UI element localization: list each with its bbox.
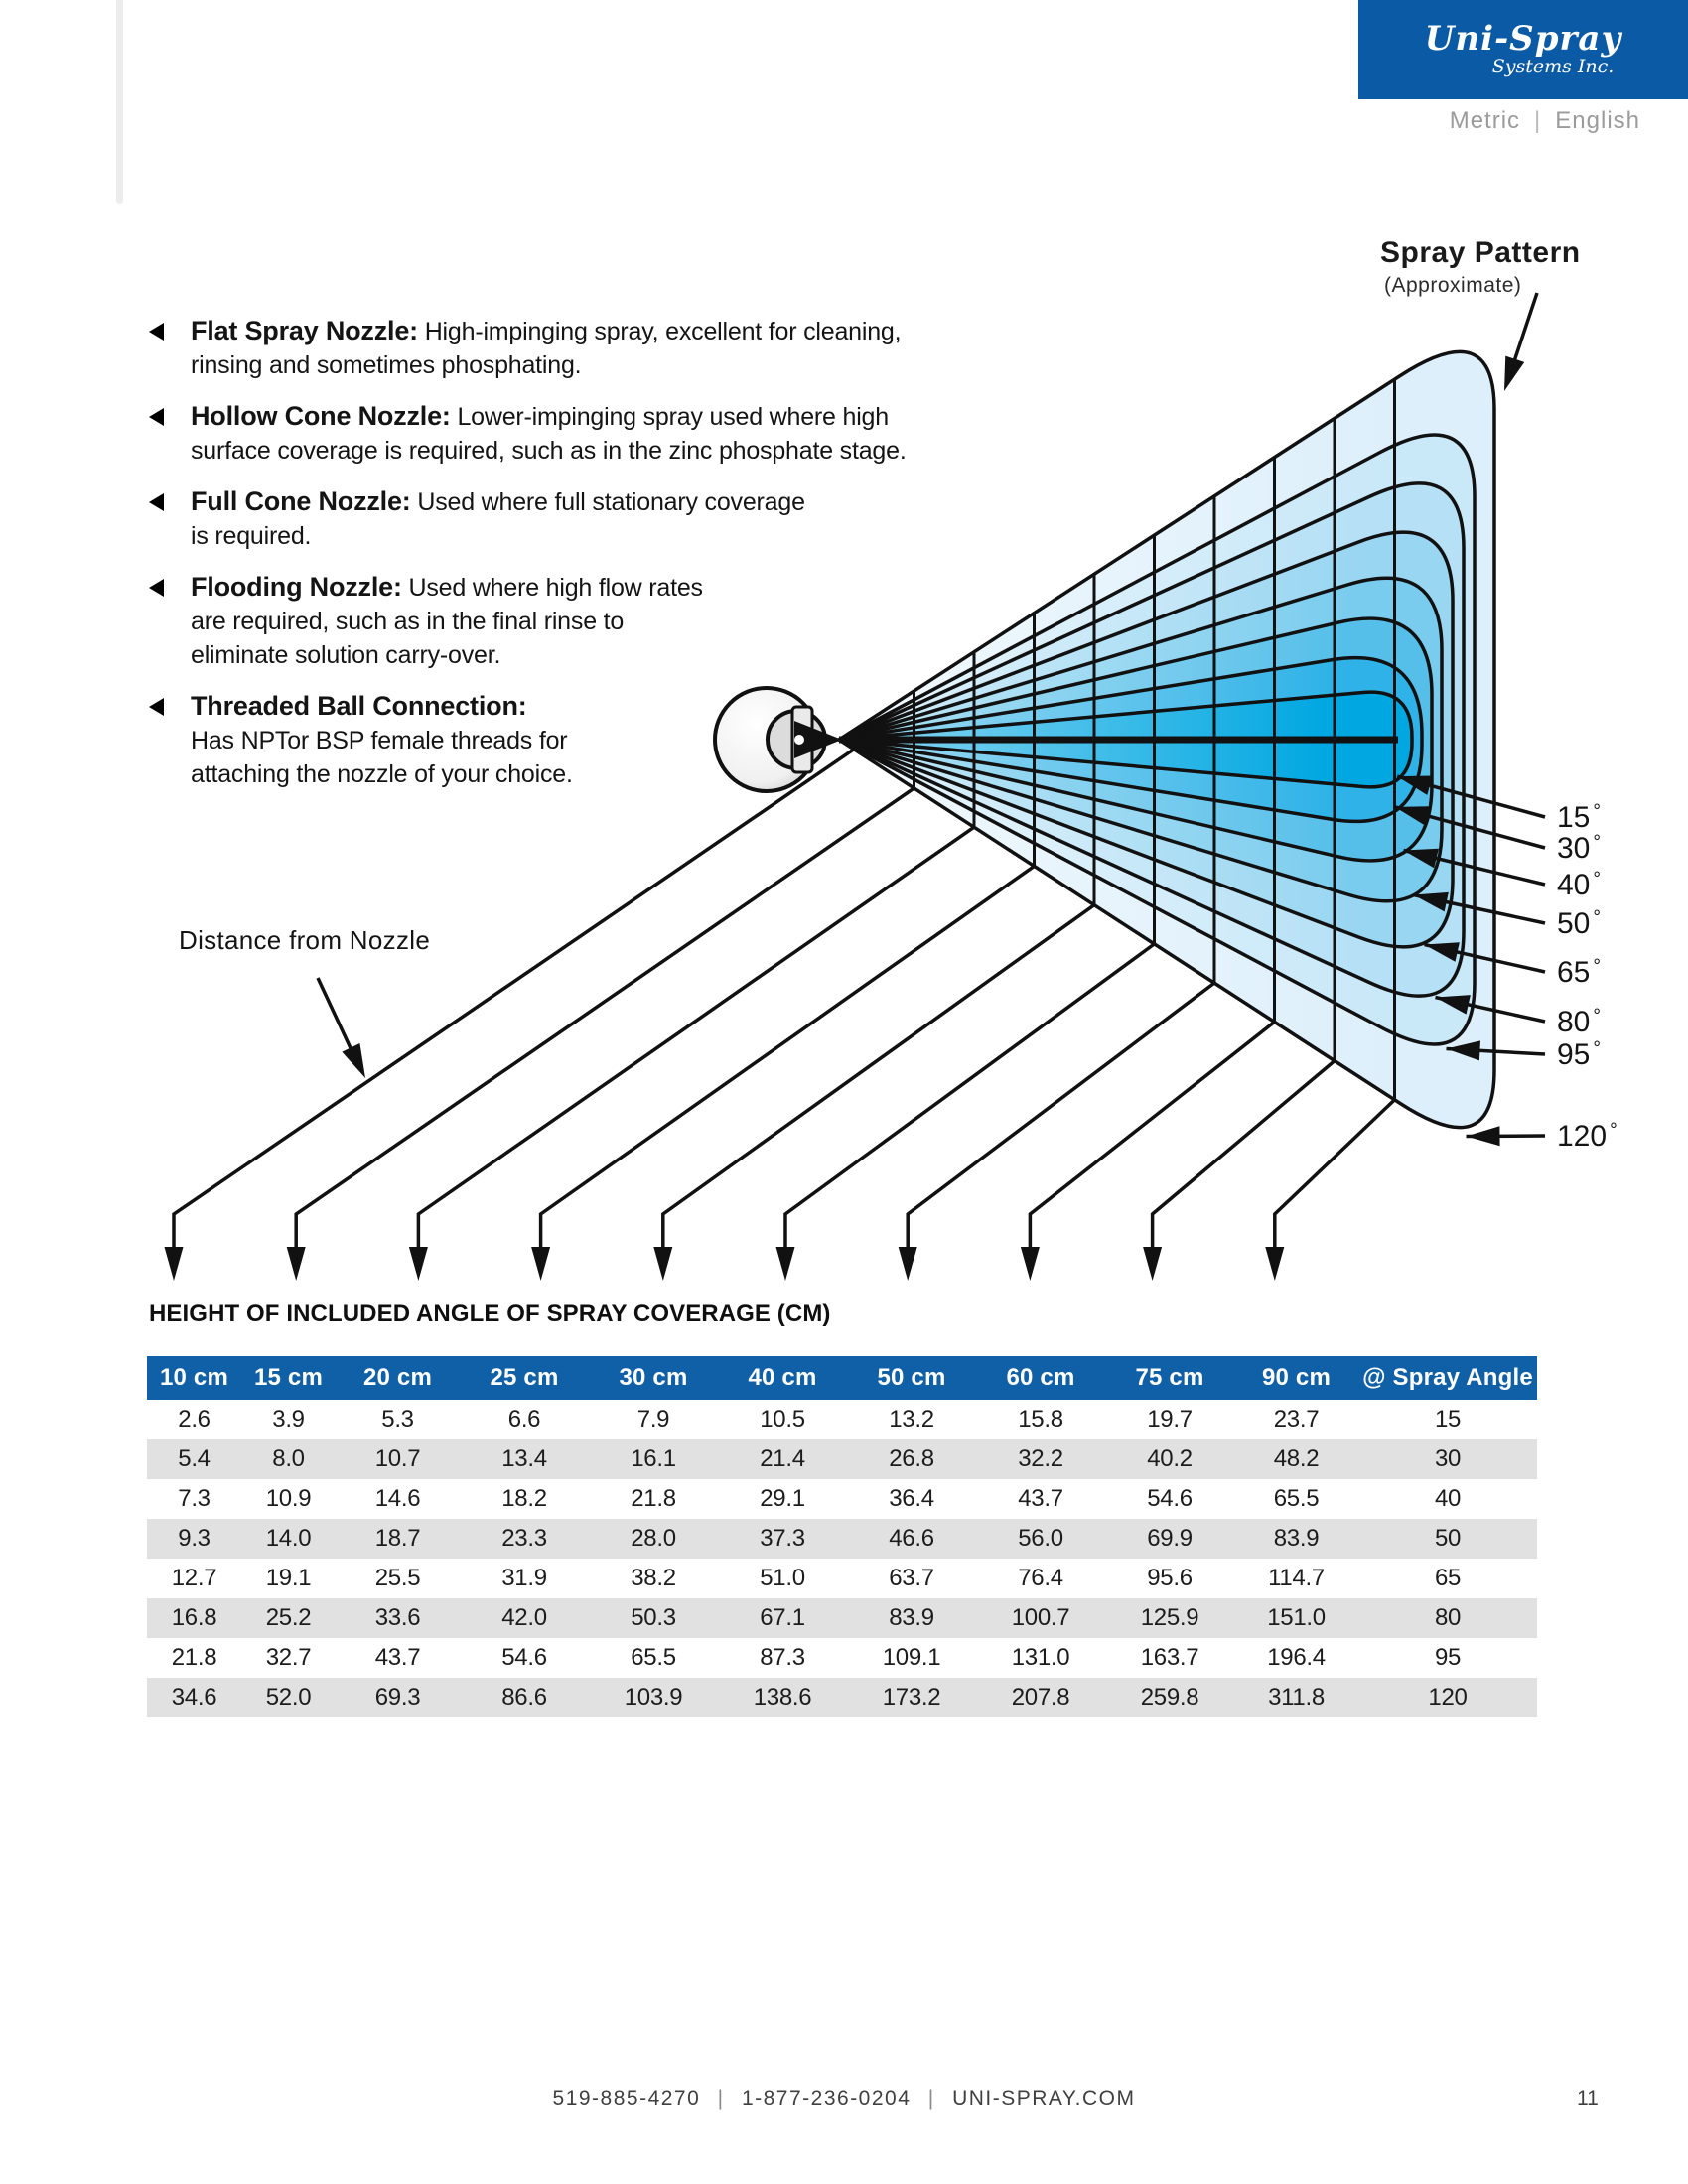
table-col-header: 90 cm (1234, 1356, 1358, 1400)
table-cell: 109.1 (882, 1644, 941, 1671)
table-row (147, 1519, 1537, 1559)
distance-arrowhead (1021, 1247, 1040, 1281)
table-row (147, 1400, 1537, 1439)
distance-pointer-arrowhead (342, 1043, 365, 1078)
table-cell: 95 (1434, 1644, 1462, 1671)
table-cell: 13.4 (460, 1439, 589, 1479)
distance-arrowhead (653, 1247, 672, 1281)
table-cell: 32.2 (976, 1439, 1105, 1479)
table-cell: 52.0 (241, 1678, 336, 1717)
distance-line (908, 983, 1214, 1249)
table-cell: 67.1 (718, 1598, 847, 1638)
distance-line (663, 905, 1094, 1249)
table-cell: 43.7 (374, 1644, 421, 1671)
bullet-title: Flat Spray Nozzle: (191, 316, 418, 345)
table-cell: 6.6 (507, 1406, 541, 1433)
spray-pattern-subtitle: (Approximate) (1384, 274, 1522, 297)
angle-label-95: 95 ° (1557, 1038, 1601, 1071)
table-cell: 37.3 (718, 1519, 847, 1559)
table-cell: 103.9 (589, 1678, 718, 1717)
table-cell: 40.2 (1105, 1439, 1234, 1479)
table-cell: 54.6 (1147, 1485, 1193, 1512)
table-row (147, 1439, 1537, 1479)
table-cell: 76.4 (1018, 1565, 1063, 1591)
table-cell: 48.2 (1234, 1439, 1358, 1479)
table-cell: 163.7 (1140, 1644, 1199, 1671)
unit-toggle-separator: | (1534, 107, 1542, 134)
table-cell: 138.6 (718, 1678, 847, 1717)
table-row (147, 1598, 1537, 1638)
table-cell: 38.2 (631, 1565, 676, 1591)
table-cell: 65.5 (631, 1644, 676, 1671)
footer-separator: | (927, 2087, 935, 2110)
table-cell: 19.1 (265, 1565, 312, 1591)
distance-from-nozzle-label: Distance from Nozzle (179, 925, 431, 955)
distance-line (541, 866, 1035, 1249)
table-cell: 114.7 (1268, 1565, 1325, 1591)
bullet-title: Hollow Cone Nozzle: (191, 401, 451, 431)
table-cell: 2.6 (178, 1406, 211, 1433)
table-cell: 46.6 (847, 1519, 976, 1559)
footer-website: UNI-SPRAY.COM (952, 2087, 1136, 2110)
table-cell: 21.4 (718, 1439, 847, 1479)
table-col-header: @ Spray Angle (1358, 1356, 1537, 1400)
footer-separator: | (717, 2087, 725, 2110)
table-cell: 13.2 (889, 1406, 934, 1433)
table-cell: 54.6 (501, 1644, 547, 1671)
footer-phone-tollfree: 1-877-236-0204 (741, 2087, 912, 2110)
bullet-text: High-impinging spray, excellent for cleaning, (424, 318, 902, 345)
table-cell: 42.0 (460, 1598, 589, 1638)
metric-link[interactable]: Metric (1449, 107, 1521, 134)
table-cell: 14.6 (374, 1485, 421, 1512)
table-cell: 10.5 (760, 1406, 805, 1433)
table-cell: 15.8 (1018, 1406, 1063, 1433)
table-cell: 69.9 (1105, 1519, 1234, 1559)
table-cell: 23.7 (1273, 1406, 1320, 1433)
table-cell: 40 (1434, 1485, 1462, 1512)
table-cell: 86.6 (460, 1678, 589, 1717)
angle-label-40: 40 ° (1557, 869, 1601, 901)
bullet-title: Full Cone Nozzle: (191, 486, 411, 516)
table-cell: 95.6 (1147, 1565, 1193, 1591)
table-title: HEIGHT OF INCLUDED ANGLE OF SPRAY COVERAGE (CM) (149, 1300, 831, 1327)
table-cell: 125.9 (1105, 1598, 1234, 1638)
distance-line (785, 944, 1155, 1249)
angle-label-80: 80 ° (1557, 1006, 1601, 1038)
table-cell: 25.2 (241, 1598, 336, 1638)
table-cell: 29.1 (760, 1485, 805, 1512)
table-row (147, 1678, 1537, 1717)
table-cell: 7.9 (636, 1406, 670, 1433)
angle-label-120: 120 ° (1557, 1120, 1618, 1153)
logo-line-2: Systems Inc. (1491, 56, 1615, 77)
table-cell: 14.0 (241, 1519, 336, 1559)
table-row (147, 1479, 1537, 1519)
table-cell: 9.3 (147, 1519, 241, 1559)
table-cell: 18.7 (336, 1519, 460, 1559)
distance-line (1153, 1061, 1335, 1249)
logo-line-1: Uni-Spray (1424, 19, 1622, 59)
spray-coverage-table (147, 1356, 1537, 1717)
bullet-title: Threaded Ball Connection: (191, 691, 527, 721)
table-cell: 173.2 (847, 1678, 976, 1717)
distance-line (1275, 1100, 1395, 1249)
table-cell: 16.1 (589, 1439, 718, 1479)
table-cell: 34.6 (147, 1678, 241, 1717)
bullet-text: Used where high flow rates (408, 574, 703, 602)
table-cell: 10.9 (265, 1485, 312, 1512)
nozzle-ball (715, 688, 842, 791)
distance-arrowhead (1143, 1247, 1162, 1281)
table-row (147, 1559, 1537, 1598)
distance-arrowhead (165, 1247, 184, 1281)
table-cell: 28.0 (589, 1519, 718, 1559)
table-cell: 51.0 (760, 1565, 805, 1591)
english-link[interactable]: English (1555, 107, 1640, 134)
table-cell: 23.3 (460, 1519, 589, 1559)
page-number: 11 (1577, 2087, 1599, 2110)
table-cell: 311.8 (1234, 1678, 1358, 1717)
table-cell: 21.8 (171, 1644, 217, 1671)
bullet-text: attaching the nozzle of your choice. (191, 760, 573, 788)
bullet-text: eliminate solution carry-over. (191, 641, 501, 669)
table-cell: 196.4 (1267, 1644, 1326, 1671)
table-cell: 65.5 (1273, 1485, 1320, 1512)
table-cell: 50.3 (589, 1598, 718, 1638)
angle-label-65: 65 ° (1557, 956, 1601, 989)
table-cell: 5.3 (381, 1406, 414, 1433)
table-cell: 3.9 (272, 1406, 305, 1433)
table-cell: 56.0 (976, 1519, 1105, 1559)
table-col-header: 40 cm (718, 1356, 847, 1400)
table-cell: 83.9 (847, 1598, 976, 1638)
table-cell: 16.8 (147, 1598, 241, 1638)
distance-arrowhead (409, 1247, 428, 1281)
spray-pattern-arrowhead (1504, 356, 1524, 391)
table-cell: 31.9 (501, 1565, 547, 1591)
table-cell: 151.0 (1234, 1598, 1358, 1638)
distance-arrowhead (899, 1247, 917, 1281)
table-col-header: 10 cm (147, 1356, 241, 1400)
table-cell: 12.7 (171, 1565, 217, 1591)
angle-label-30: 30 ° (1557, 832, 1601, 865)
table-cell: 18.2 (501, 1485, 547, 1512)
table-cell: 32.7 (265, 1644, 312, 1671)
distance-line (418, 827, 974, 1249)
table-cell: 43.7 (1018, 1485, 1063, 1512)
table-cell: 50 (1358, 1519, 1537, 1559)
distance-arrowhead (1265, 1247, 1284, 1281)
table-cell: 36.4 (889, 1485, 934, 1512)
table-cell: 100.7 (976, 1598, 1105, 1638)
angle-labels (1557, 801, 1618, 1153)
table-cell: 10.7 (336, 1439, 460, 1479)
nozzle-orifice (794, 735, 804, 745)
table-cell: 131.0 (1011, 1644, 1070, 1671)
table-col-header: 25 cm (460, 1356, 589, 1400)
table-cell: 207.8 (976, 1678, 1105, 1717)
distance-arrowhead (531, 1247, 550, 1281)
table-col-header: 50 cm (847, 1356, 976, 1400)
bullet-text: Used where full stationary coverage (417, 488, 805, 516)
distance-arrowhead (287, 1247, 306, 1281)
table-col-header: 60 cm (976, 1356, 1105, 1400)
table-cell: 259.8 (1105, 1678, 1234, 1717)
bullet-text: Lower-impinging spray used where high (457, 403, 889, 431)
bullet-text: Has NPTor BSP female threads for (191, 727, 568, 754)
distance-line (174, 750, 854, 1249)
table-cell: 5.4 (147, 1439, 241, 1479)
table-cell: 19.7 (1147, 1406, 1193, 1433)
table-cell: 63.7 (889, 1565, 934, 1591)
bullet-text: is required. (191, 522, 312, 550)
table-row (147, 1638, 1537, 1678)
bullet-text: rinsing and sometimes phosphating. (191, 351, 582, 379)
table-cell: 30 (1358, 1439, 1537, 1479)
bullet-text: surface coverage is required, such as in the zinc phosphate stage. (191, 437, 907, 465)
table-cell: 8.0 (241, 1439, 336, 1479)
angle-label-15: 15 ° (1557, 801, 1601, 834)
footer (0, 2087, 1688, 2111)
table-cell: 83.9 (1234, 1519, 1358, 1559)
table-cell: 25.5 (374, 1565, 421, 1591)
spray-pattern-title: Spray Pattern (1380, 236, 1581, 269)
table-cell: 120 (1358, 1678, 1537, 1717)
table-cell: 21.8 (631, 1485, 676, 1512)
bullet-title: Flooding Nozzle: (191, 572, 402, 602)
table-cell: 65 (1434, 1565, 1462, 1591)
table-cell: 15 (1434, 1406, 1462, 1433)
table-cell: 26.8 (847, 1439, 976, 1479)
table-cell: 7.3 (178, 1485, 211, 1512)
table-col-header: 20 cm (336, 1356, 460, 1400)
table-cell: 80 (1358, 1598, 1537, 1638)
bullet-text: are required, such as in the final rinse to (191, 608, 625, 635)
table-header-row (147, 1356, 1537, 1400)
table-col-header: 75 cm (1105, 1356, 1234, 1400)
table-col-header: 30 cm (589, 1356, 718, 1400)
distance-arrowhead (776, 1247, 795, 1281)
table-col-header: 15 cm (241, 1356, 336, 1400)
footer-phone-local: 519-885-4270 (552, 2087, 701, 2110)
table-cell: 87.3 (760, 1644, 805, 1671)
angle-label-50: 50 ° (1557, 907, 1601, 940)
distance-line (296, 788, 914, 1249)
table-cell: 69.3 (336, 1678, 460, 1717)
angle-arrowhead-120 (1467, 1126, 1500, 1146)
table-cell: 33.6 (336, 1598, 460, 1638)
